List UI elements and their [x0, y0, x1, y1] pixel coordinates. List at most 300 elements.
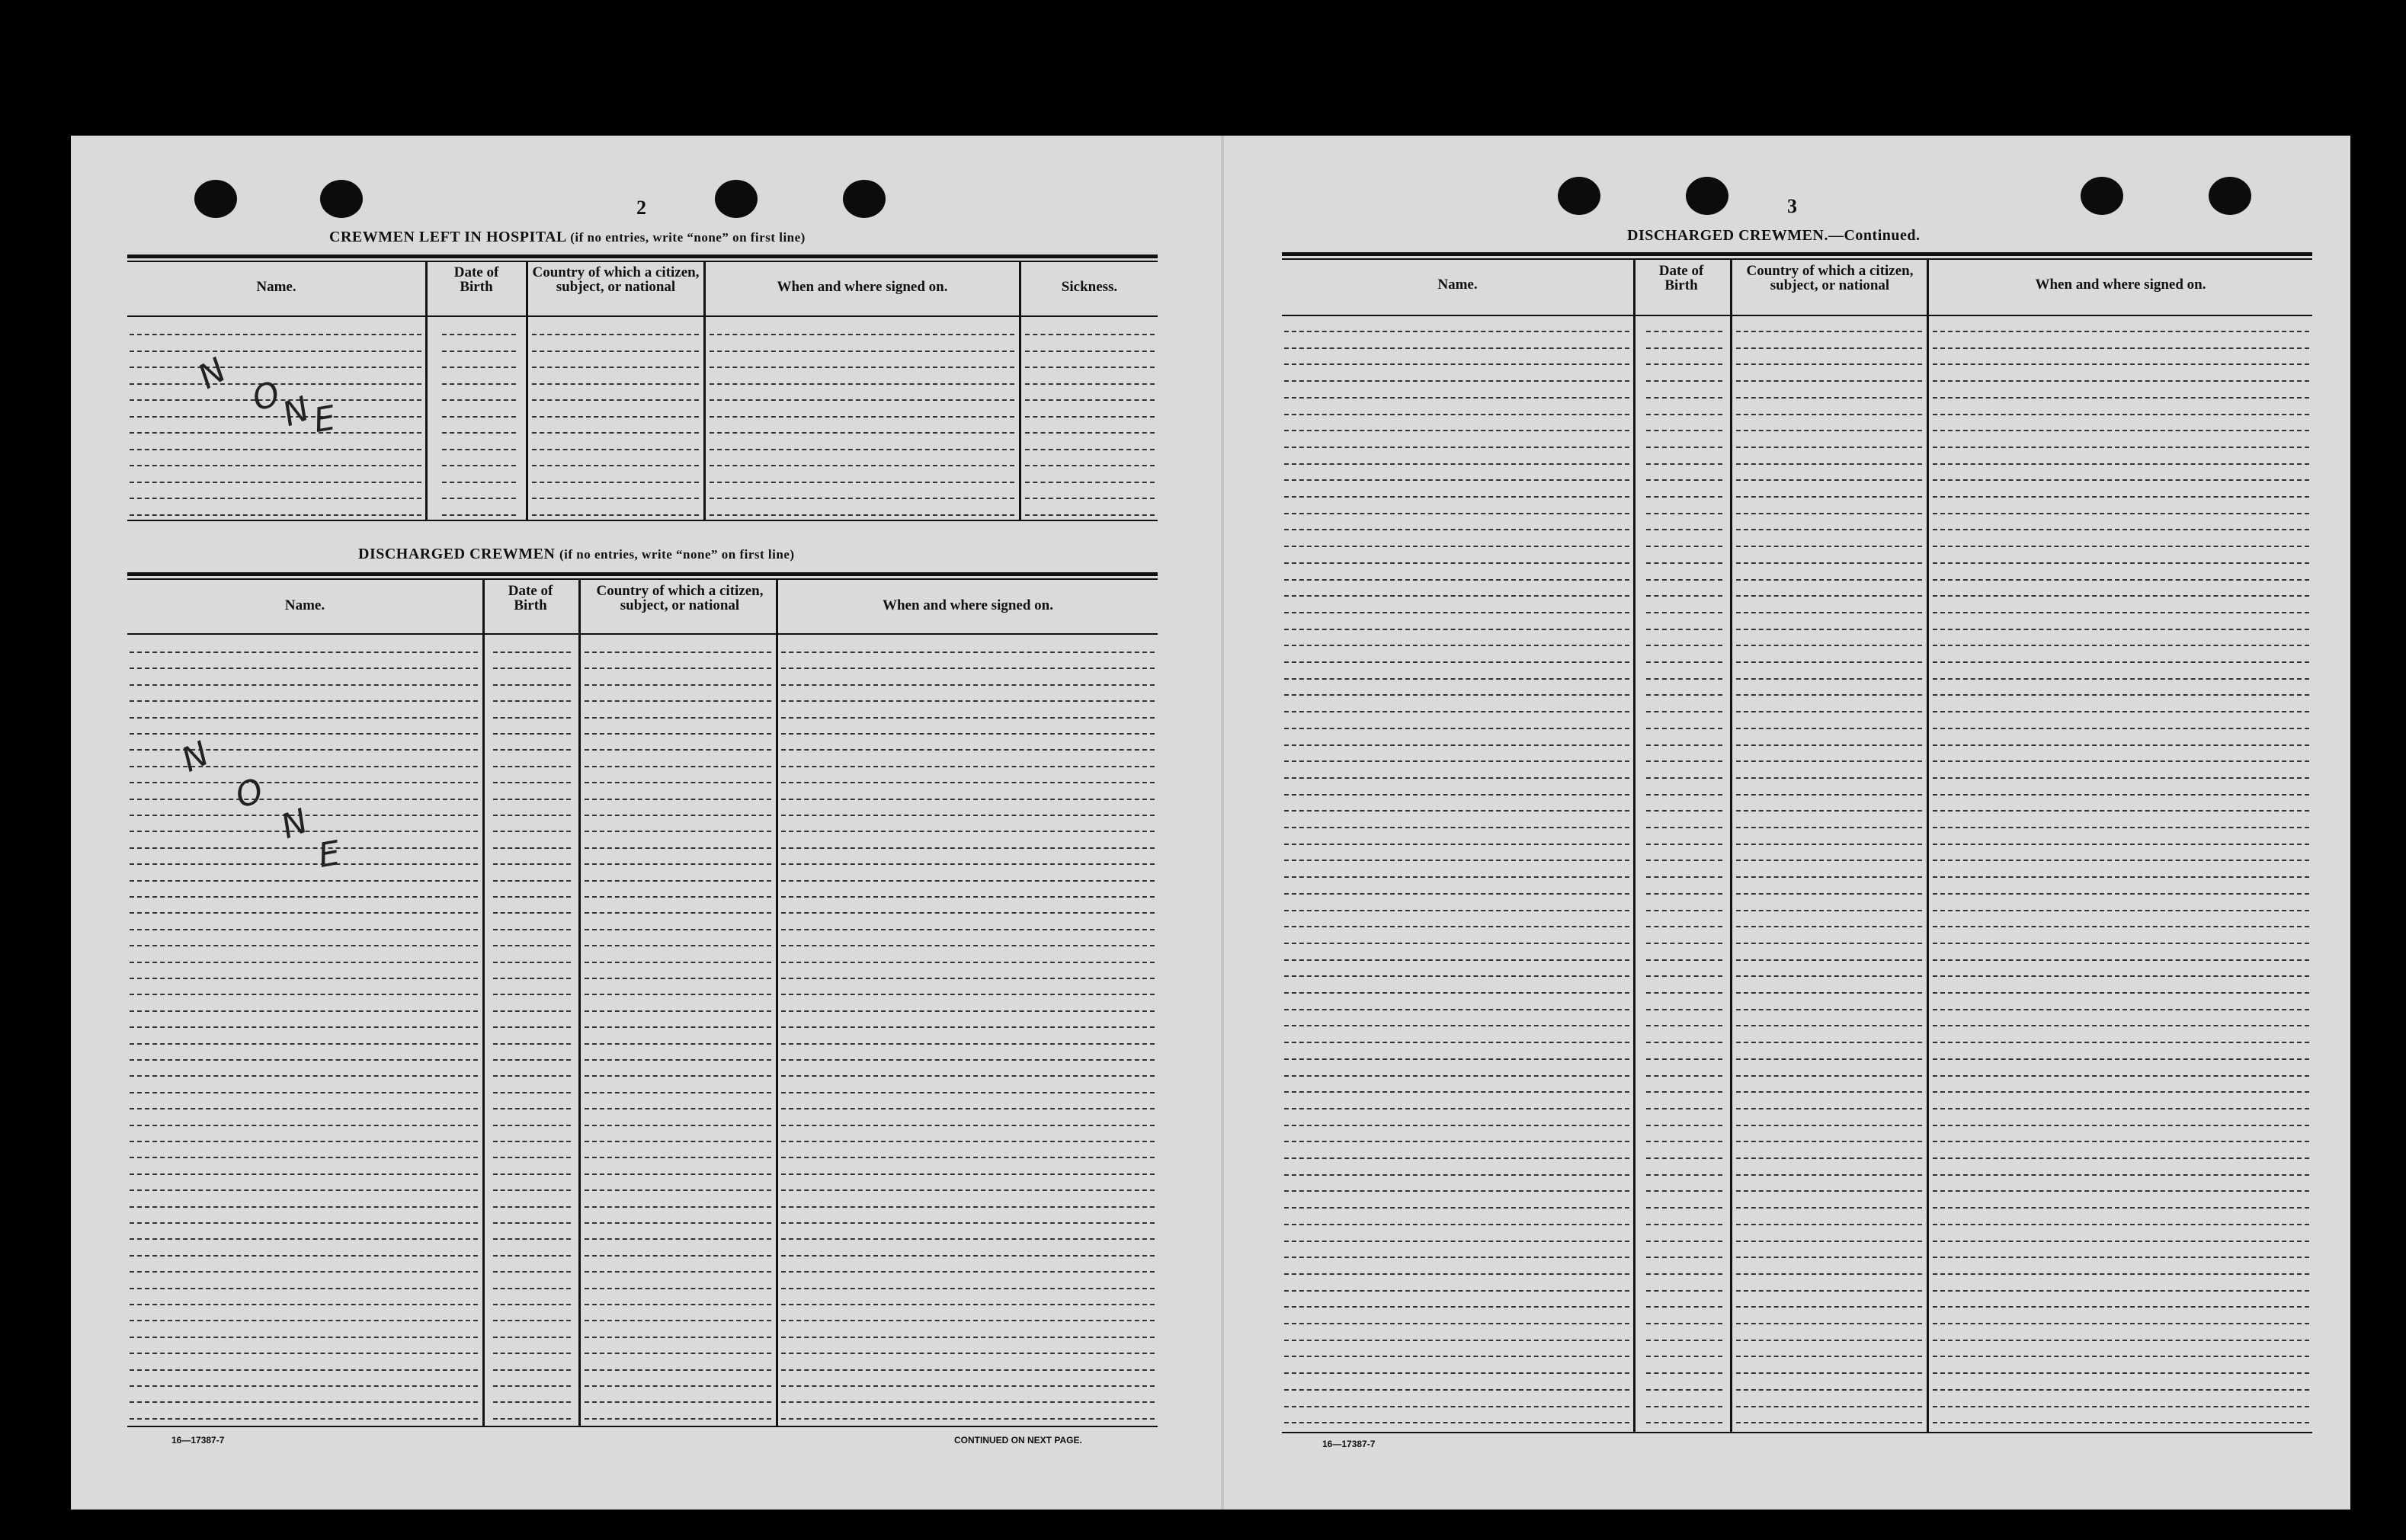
ruled-line	[1933, 562, 2309, 564]
ruled-line	[1646, 844, 1722, 845]
ruled-line	[585, 717, 771, 719]
ruled-line	[1646, 1306, 1722, 1308]
ruled-line	[1736, 827, 1922, 828]
ruled-line	[585, 668, 771, 669]
ruled-line	[1284, 331, 1629, 332]
ruled-line	[1284, 612, 1629, 613]
ruled-line	[1933, 430, 2309, 431]
ruled-line	[1736, 1257, 1922, 1258]
punch-hole	[2209, 177, 2251, 215]
ruled-line	[442, 482, 516, 483]
ruled-line	[1284, 414, 1629, 415]
ruled-line	[130, 700, 478, 702]
ruled-line	[1284, 959, 1629, 961]
ruled-line	[1646, 992, 1722, 994]
ruled-line	[781, 1288, 1155, 1289]
ruled-line	[1646, 661, 1722, 663]
ruled-line	[1284, 926, 1629, 927]
ruled-line	[1933, 1042, 2309, 1043]
ruled-line	[781, 668, 1155, 669]
ruled-line	[1933, 347, 2309, 349]
ruled-line	[781, 1418, 1155, 1420]
ruled-line	[585, 733, 771, 735]
ruled-line	[710, 383, 1014, 385]
ruled-line	[1646, 612, 1722, 613]
ruled-line	[532, 367, 699, 368]
ruled-line	[493, 896, 571, 898]
ruled-line	[532, 498, 699, 499]
ruled-line	[493, 880, 571, 882]
right-header-name: Name.	[1437, 277, 1478, 293]
ruled-line	[585, 700, 771, 702]
ruled-line	[1736, 893, 1922, 895]
ruled-line	[130, 978, 478, 979]
ruled-line	[1646, 1340, 1722, 1341]
ruled-line	[781, 1206, 1155, 1208]
ruled-line	[710, 399, 1014, 401]
ruled-line	[1284, 744, 1629, 746]
ruled-line	[781, 1108, 1155, 1109]
ruled-line	[1736, 629, 1922, 630]
ruled-line	[1736, 562, 1922, 564]
ruled-line	[493, 1189, 571, 1191]
ruled-line	[781, 1353, 1155, 1354]
ruled-line	[493, 1369, 571, 1371]
ruled-line	[585, 1092, 771, 1093]
ruled-line	[130, 498, 421, 499]
ruled-line	[1736, 661, 1922, 663]
ruled-line	[130, 1157, 478, 1158]
ruled-line	[493, 717, 571, 719]
ruled-line	[781, 1320, 1155, 1321]
page-number-left: 2	[636, 197, 646, 219]
ruled-line	[710, 514, 1014, 516]
ruled-line	[1284, 579, 1629, 581]
ruled-line	[493, 945, 571, 946]
ruled-line	[585, 962, 771, 963]
ruled-line	[1736, 694, 1922, 696]
ruled-line	[1646, 760, 1722, 762]
ruled-line	[585, 1157, 771, 1158]
ruled-line	[1736, 1323, 1922, 1324]
ruled-line	[585, 912, 771, 914]
ruled-line	[1736, 810, 1922, 812]
ruled-line	[1646, 1422, 1722, 1423]
ruled-line	[1933, 810, 2309, 812]
ruled-line	[1284, 629, 1629, 630]
ruled-line	[1736, 1224, 1922, 1225]
ruled-line	[781, 733, 1155, 735]
ruled-line	[1736, 760, 1922, 762]
ruled-line	[1646, 694, 1722, 696]
ruled-line	[585, 1141, 771, 1142]
ruled-line	[130, 799, 478, 800]
ruled-line	[585, 1304, 771, 1305]
ruled-line	[1933, 479, 2309, 481]
punch-hole	[194, 180, 237, 218]
ruled-line	[781, 749, 1155, 751]
ruled-line	[1284, 1241, 1629, 1242]
ruled-line	[1284, 513, 1629, 514]
ruled-line	[130, 912, 478, 914]
ruled-line	[493, 1026, 571, 1028]
ruled-line	[1933, 1422, 2309, 1423]
ruled-line	[1025, 465, 1155, 466]
ruled-line	[1933, 1323, 2309, 1324]
ruled-line	[130, 733, 478, 735]
ruled-line	[1646, 777, 1722, 779]
ruled-line	[1736, 1340, 1922, 1341]
ruled-line	[1284, 678, 1629, 680]
ruled-line	[1736, 959, 1922, 961]
ruled-line	[1646, 397, 1722, 399]
ruled-line	[710, 351, 1014, 352]
ruled-line	[493, 1222, 571, 1224]
ruled-line	[781, 896, 1155, 898]
ruled-line	[1284, 1025, 1629, 1026]
punch-hole	[843, 180, 886, 218]
ruled-line	[1646, 1091, 1722, 1093]
ruled-line	[442, 416, 516, 418]
ruled-line	[1736, 1009, 1922, 1010]
ruled-line	[1933, 1224, 2309, 1225]
ruled-line	[1933, 1290, 2309, 1292]
ruled-line	[493, 1271, 571, 1273]
ruled-line	[1933, 975, 2309, 977]
ruled-line	[1933, 744, 2309, 746]
ruled-line	[493, 1157, 571, 1158]
ruled-line	[1646, 447, 1722, 448]
ruled-line	[1736, 711, 1922, 712]
ruled-line	[1284, 562, 1629, 564]
ruled-line	[1736, 1241, 1922, 1242]
hospital-section-title	[329, 229, 806, 246]
ruled-line	[1284, 1075, 1629, 1077]
ruled-line	[1933, 876, 2309, 878]
ruled-line	[1646, 860, 1722, 861]
ruled-line	[493, 1043, 571, 1045]
ruled-line	[1025, 514, 1155, 516]
ruled-line	[130, 766, 478, 767]
ruled-line	[1933, 728, 2309, 729]
ruled-line	[1284, 827, 1629, 828]
ruled-line	[1284, 1157, 1629, 1159]
ruled-line	[1284, 661, 1629, 663]
ruled-line	[1736, 1141, 1922, 1142]
ruled-line	[1933, 794, 2309, 796]
ruled-line	[493, 912, 571, 914]
ruled-line	[1933, 447, 2309, 448]
ruled-line	[1933, 1389, 2309, 1391]
ruled-line	[1284, 810, 1629, 812]
ruled-line	[1284, 363, 1629, 365]
ruled-line	[1933, 1306, 2309, 1308]
ruled-line	[585, 766, 771, 767]
ruled-line	[781, 1059, 1155, 1061]
ruled-line	[781, 1222, 1155, 1224]
ruled-line	[130, 1337, 478, 1338]
ruled-line	[1646, 926, 1722, 927]
discharged-header-name: Name.	[284, 597, 325, 613]
right-header-country: Country of which a citizen, subject, or national	[1746, 263, 1914, 293]
ruled-line	[585, 1173, 771, 1175]
ruled-line	[130, 896, 478, 898]
ruled-line	[1646, 1224, 1722, 1225]
ruled-line	[130, 1288, 478, 1289]
ruled-line	[1025, 351, 1155, 352]
ruled-line	[1284, 1422, 1629, 1423]
ruled-line	[1933, 1257, 2309, 1258]
ruled-line	[130, 1075, 478, 1077]
ruled-line	[1933, 1273, 2309, 1275]
ruled-line	[585, 863, 771, 865]
ruled-line	[1736, 1406, 1922, 1407]
ruled-line	[130, 482, 421, 483]
ruled-line	[1284, 496, 1629, 498]
ruled-line	[1736, 876, 1922, 878]
ruled-line	[1736, 529, 1922, 530]
ruled-line	[781, 880, 1155, 882]
ruled-line	[1284, 844, 1629, 845]
ruled-line	[1933, 1406, 2309, 1407]
ruled-line	[1646, 1058, 1722, 1060]
ruled-line	[1284, 1273, 1629, 1275]
ruled-line	[585, 1369, 771, 1371]
ruled-line	[1933, 529, 2309, 530]
ruled-line	[1933, 496, 2309, 498]
ruled-line	[585, 1418, 771, 1420]
ruled-line	[1933, 711, 2309, 712]
ruled-line	[585, 1206, 771, 1208]
discharged-section-title	[358, 546, 795, 563]
ruled-line	[781, 847, 1155, 849]
ruled-line	[1646, 943, 1722, 944]
ruled-line	[493, 1108, 571, 1109]
ruled-line	[1646, 810, 1722, 812]
ruled-line	[493, 1385, 571, 1387]
ruled-line	[130, 1189, 478, 1191]
ruled-line	[532, 465, 699, 466]
ruled-line	[781, 717, 1155, 719]
ruled-line	[585, 684, 771, 686]
ruled-line	[442, 367, 516, 368]
ruled-line	[1284, 1323, 1629, 1324]
ruled-line	[1284, 1340, 1629, 1341]
ruled-line	[1646, 959, 1722, 961]
ruled-line	[1646, 645, 1722, 646]
ruled-line	[130, 1141, 478, 1142]
form-number-right: 16—17387-7	[1322, 1439, 1376, 1449]
ruled-line	[1736, 595, 1922, 597]
ruled-line	[130, 1059, 478, 1061]
ruled-line	[585, 782, 771, 783]
ruled-line	[710, 465, 1014, 466]
ruled-line	[1646, 562, 1722, 564]
ruled-line	[1284, 1389, 1629, 1391]
ruled-line	[1646, 1125, 1722, 1126]
form-number-left: 16—17387-7	[171, 1435, 225, 1446]
ruled-line	[585, 945, 771, 946]
ruled-line	[1646, 1273, 1722, 1275]
ruled-line	[781, 1157, 1155, 1158]
ruled-line	[1646, 496, 1722, 498]
ruled-line	[585, 1337, 771, 1338]
ruled-line	[1933, 678, 2309, 680]
ruled-line	[1736, 479, 1922, 481]
page-fold	[1221, 136, 1224, 1510]
ruled-line	[130, 994, 478, 995]
ruled-line	[1736, 992, 1922, 994]
ruled-line	[1284, 794, 1629, 796]
ruled-line	[130, 465, 421, 466]
ruled-line	[1736, 1075, 1922, 1077]
ruled-line	[781, 962, 1155, 963]
ruled-line	[1646, 479, 1722, 481]
ruled-line	[781, 1369, 1155, 1371]
ruled-line	[1284, 860, 1629, 861]
ruled-line	[1736, 612, 1922, 613]
ruled-line	[532, 351, 699, 352]
ruled-line	[1646, 744, 1722, 746]
ruled-line	[781, 815, 1155, 816]
ruled-line	[1284, 1091, 1629, 1093]
ruled-line	[1284, 1108, 1629, 1109]
ruled-line	[493, 684, 571, 686]
ruled-line	[1646, 876, 1722, 878]
ruled-line	[1284, 1141, 1629, 1142]
ruled-line	[1284, 777, 1629, 779]
ruled-line	[1736, 463, 1922, 465]
ruled-line	[1646, 529, 1722, 530]
ruled-line	[781, 1271, 1155, 1273]
ruled-line	[442, 383, 516, 385]
ruled-line	[1025, 399, 1155, 401]
ruled-line	[1933, 645, 2309, 646]
ruled-line	[493, 1304, 571, 1305]
ruled-line	[130, 863, 478, 865]
ruled-line	[781, 978, 1155, 979]
ruled-line	[1736, 794, 1922, 796]
ruled-line	[1646, 827, 1722, 828]
ruled-line	[781, 1141, 1155, 1142]
ruled-line	[1736, 1125, 1922, 1126]
ruled-line	[1933, 363, 2309, 365]
ruled-line	[493, 733, 571, 735]
ruled-line	[585, 749, 771, 751]
ruled-line	[1933, 1125, 2309, 1126]
ruled-line	[1284, 728, 1629, 729]
ruled-line	[130, 847, 478, 849]
ruled-line	[130, 929, 478, 930]
ruled-line	[1736, 678, 1922, 680]
ruled-line	[1284, 1356, 1629, 1357]
ruled-line	[130, 1353, 478, 1354]
ruled-line	[1646, 1323, 1722, 1324]
ruled-line	[532, 334, 699, 335]
ruled-line	[1646, 595, 1722, 597]
ruled-line	[532, 383, 699, 385]
ruled-line	[1284, 463, 1629, 465]
ruled-line	[585, 1255, 771, 1257]
ruled-line	[585, 1125, 771, 1126]
ruled-line	[442, 465, 516, 466]
ruled-line	[1646, 331, 1722, 332]
ruled-line	[493, 962, 571, 963]
ruled-line	[130, 416, 421, 418]
ruled-line	[1736, 1306, 1922, 1308]
ruled-line	[442, 334, 516, 335]
ruled-line	[493, 847, 571, 849]
ruled-line	[585, 1043, 771, 1045]
ruled-line	[493, 1173, 571, 1175]
ruled-line	[585, 815, 771, 816]
ruled-line	[130, 1222, 478, 1224]
ruled-line	[1736, 347, 1922, 349]
ruled-line	[585, 1401, 771, 1403]
ruled-line	[1736, 975, 1922, 977]
ruled-line	[781, 1238, 1155, 1240]
ruled-line	[493, 1092, 571, 1093]
ruled-line	[493, 863, 571, 865]
ruled-line	[1646, 1025, 1722, 1026]
ruled-line	[532, 432, 699, 434]
ruled-line	[710, 416, 1014, 418]
ruled-line	[585, 1271, 771, 1273]
ruled-line	[130, 1043, 478, 1045]
ruled-line	[1646, 1257, 1722, 1258]
hospital-header-dob: Date of Birth	[453, 264, 499, 295]
ruled-line	[585, 831, 771, 832]
ruled-line	[1933, 463, 2309, 465]
ruled-line	[585, 847, 771, 849]
ruled-line	[1646, 1190, 1722, 1192]
ruled-line	[1933, 1058, 2309, 1060]
ruled-line	[1646, 347, 1722, 349]
ruled-line	[781, 912, 1155, 914]
ruled-line	[1933, 1372, 2309, 1374]
ruled-line	[1736, 1091, 1922, 1093]
ruled-line	[1933, 1108, 2309, 1109]
ruled-line	[493, 978, 571, 979]
ruled-line	[130, 1238, 478, 1240]
ruled-line	[493, 1206, 571, 1208]
ruled-line	[1933, 1174, 2309, 1176]
ruled-line	[1933, 844, 2309, 845]
ruled-line	[1646, 546, 1722, 547]
punch-hole	[320, 180, 363, 218]
ruled-line	[1933, 661, 2309, 663]
ruled-line	[781, 1337, 1155, 1338]
ruled-line	[532, 416, 699, 418]
ruled-line	[1646, 1157, 1722, 1159]
ruled-line	[1736, 1190, 1922, 1192]
ruled-line	[493, 700, 571, 702]
ruled-line	[1646, 975, 1722, 977]
ruled-line	[1284, 1224, 1629, 1225]
ruled-line	[493, 1075, 571, 1077]
ruled-line	[493, 815, 571, 816]
ruled-line	[1933, 827, 2309, 828]
ruled-line	[532, 449, 699, 450]
ruled-line	[1933, 893, 2309, 895]
ruled-line	[1284, 380, 1629, 382]
ruled-line	[1646, 1108, 1722, 1109]
ruled-line	[1736, 1058, 1922, 1060]
ruled-line	[585, 1222, 771, 1224]
ruled-line	[1284, 397, 1629, 399]
page-number-right: 3	[1787, 195, 1797, 217]
ruled-line	[1736, 777, 1922, 779]
